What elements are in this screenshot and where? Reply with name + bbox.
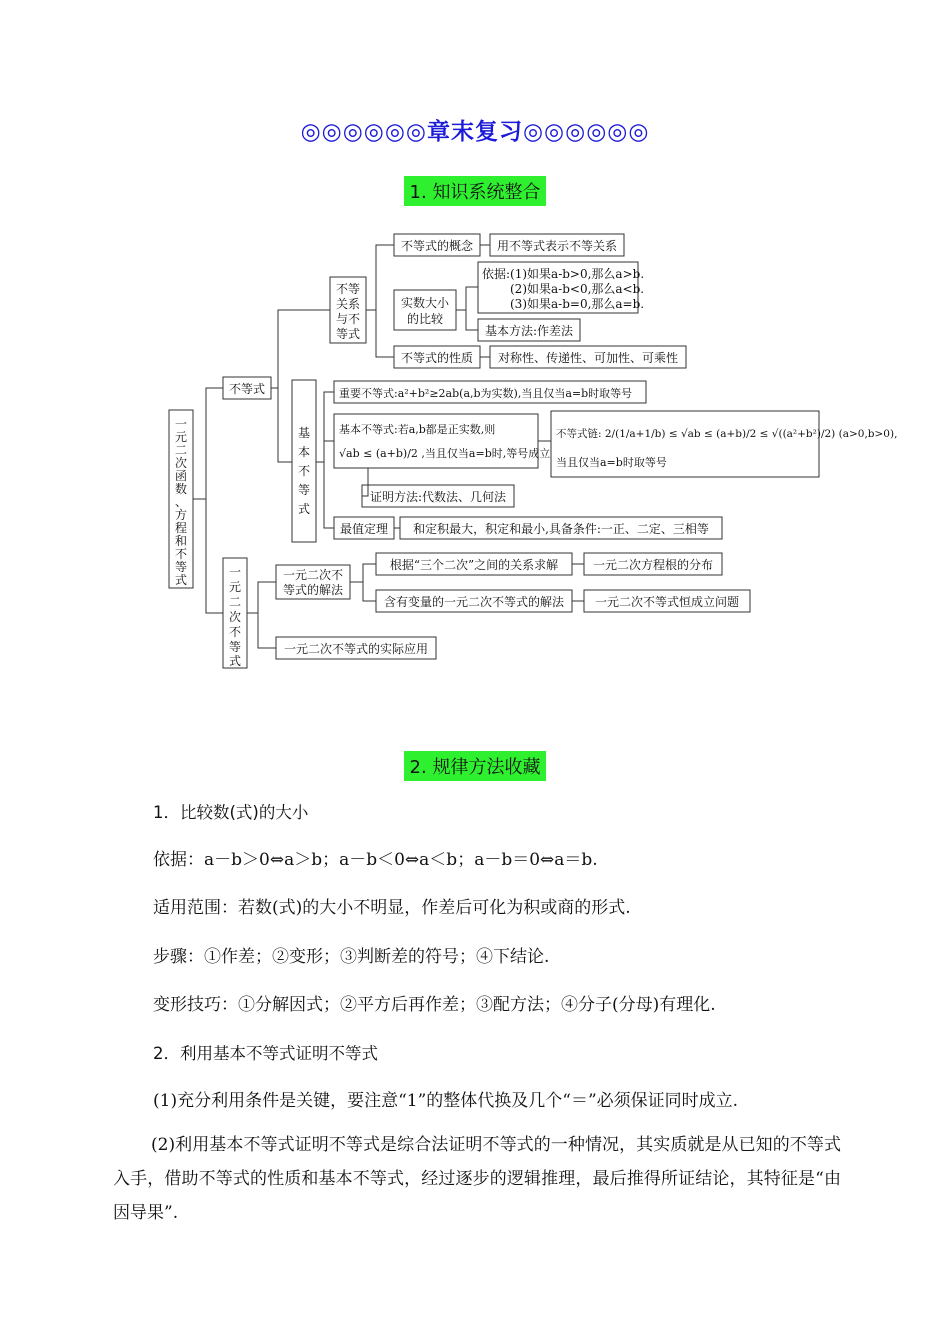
svg-text:关系: 关系 <box>335 297 361 311</box>
svg-text:不等: 不等 <box>335 282 361 296</box>
map-concept: 不等式的概念 <box>400 239 474 253</box>
map-root-distribution: 一元二次方程根的分布 <box>592 558 714 572</box>
svg-text:二: 二 <box>228 595 242 609</box>
svg-text:元: 元 <box>174 430 188 444</box>
svg-text:等: 等 <box>297 483 311 497</box>
map-extreme: 最值定理 <box>339 522 389 536</box>
map-root <box>175 417 187 587</box>
map-concept-detail: 用不等式表示不等关系 <box>496 239 618 253</box>
page-title: ◎◎◎◎◎◎章末复习◎◎◎◎◎◎ <box>300 119 650 145</box>
map-basis-1: 依据:(1)如果a-b>0,那么a>b. <box>482 267 645 281</box>
map-properties-detail: 对称性、传递性、可加性、可乘性 <box>497 351 679 365</box>
map-amgm-1: 基本不等式:若a,b都是正实数,则 <box>339 423 496 436</box>
map-inequality: 不等式 <box>228 382 266 396</box>
svg-text:不: 不 <box>297 464 311 478</box>
svg-text:式: 式 <box>228 654 242 668</box>
svg-text:程: 程 <box>174 521 188 535</box>
map-method: 基本方法:作差法 <box>484 324 574 338</box>
section-heading-2-label: 2. 规律方法收藏 <box>404 751 547 781</box>
svg-text:数: 数 <box>174 482 188 496</box>
map-compare-2: 的比较 <box>406 312 444 326</box>
map-compare: 实数大小 <box>400 296 450 310</box>
svg-text:与不: 与不 <box>335 312 361 326</box>
svg-text:方: 方 <box>174 508 188 522</box>
svg-text:和: 和 <box>174 534 188 548</box>
section-heading-1-label: 1. 知识系统整合 <box>404 176 547 206</box>
map-three-quad: 根据“三个二次”之间的关系求解 <box>389 558 559 572</box>
svg-text:式: 式 <box>297 502 311 516</box>
svg-text:次: 次 <box>174 456 188 470</box>
s1-basis: 依据：a－b＞0⇔a＞b；a－b＜0⇔a＜b；a－b＝0⇔a＝b. <box>153 850 598 870</box>
map-application: 一元二次不等式的实际应用 <box>283 642 429 656</box>
svg-text:一: 一 <box>228 565 242 579</box>
map-important: 重要不等式:a²+b²≥2ab(a,b为实数),当且仅当a=b时取等号 <box>339 387 633 400</box>
map-extreme-detail: 和定积最大，积定和最小,具备条件:一正、二定、三相等 <box>413 522 709 536</box>
s2-paragraph-1: (1)充分利用条件是关键，要注意“1”的整体代换及几个“＝”必须保证同时成立. <box>153 1091 739 1111</box>
svg-text:本: 本 <box>297 445 311 459</box>
section-heading-2 <box>0 751 950 781</box>
svg-text:等: 等 <box>228 640 242 654</box>
svg-text:次: 次 <box>228 610 242 624</box>
map-parameter: 含有变量的一元二次不等式的解法 <box>383 595 565 609</box>
s1-steps: 步骤：①作差；②变形；③判断差的符号；④下结论. <box>153 947 550 967</box>
map-always-true: 一元二次不等式恒成立问题 <box>594 595 740 609</box>
subsection-2-title: 2．利用基本不等式证明不等式 <box>153 1044 378 1063</box>
map-basic <box>298 426 310 516</box>
map-basis-2: (2)如果a-b<0,那么a<b. <box>510 282 645 296</box>
s2-paragraph-2: (2)利用基本不等式证明不等式是综合法证明不等式的一种情况，其实质就是从已知的不等式入手，借助不等式的性质和基本不等式，经过逐步的逻辑推理，最后推得所证结论，其特征是“由因导果”. <box>113 1135 841 1223</box>
svg-text:式: 式 <box>174 573 188 587</box>
svg-text:不: 不 <box>228 625 242 639</box>
svg-text:等: 等 <box>174 560 188 574</box>
knowledge-map <box>158 222 898 682</box>
svg-text:、: 、 <box>174 495 188 509</box>
map-proof: 证明方法:代数法、几何法 <box>369 490 507 504</box>
svg-text:函: 函 <box>174 469 188 483</box>
map-amgm-2: √ab ≤ (a+b)/2 ,当且仅当a=b时,等号成立 <box>339 447 551 460</box>
svg-text:等式: 等式 <box>335 327 361 341</box>
map-solve: 一元二次不 <box>282 568 344 582</box>
svg-text:不: 不 <box>174 547 188 561</box>
s1-tips: 变形技巧：①分解因式；②平方后再作差；③配方法；④分子(分母)有理化. <box>153 995 716 1015</box>
svg-text:二: 二 <box>174 443 188 457</box>
map-chain-2: 当且仅当a=b时取等号 <box>556 456 667 469</box>
map-relation <box>336 282 360 341</box>
map-quadratic <box>229 565 241 668</box>
map-chain-1: 不等式链: 2/(1/a+1/b) ≤ √ab ≤ (a+b)/2 ≤ √((a²+b²)/2) (a>0,b>0), <box>556 428 898 440</box>
section-heading-1 <box>0 176 950 206</box>
map-properties: 不等式的性质 <box>400 351 474 365</box>
svg-text:元: 元 <box>228 580 242 594</box>
s1-scope: 适用范围：若数(式)的大小不明显，作差后可化为积或商的形式. <box>153 898 631 918</box>
subsection-1-title: 1．比较数(式)的大小 <box>153 803 309 822</box>
svg-text:一: 一 <box>174 417 188 431</box>
map-solve-2: 等式的解法 <box>282 583 344 597</box>
map-basis-3: (3)如果a-b=0,那么a=b. <box>510 297 645 311</box>
svg-text:基: 基 <box>297 426 311 440</box>
